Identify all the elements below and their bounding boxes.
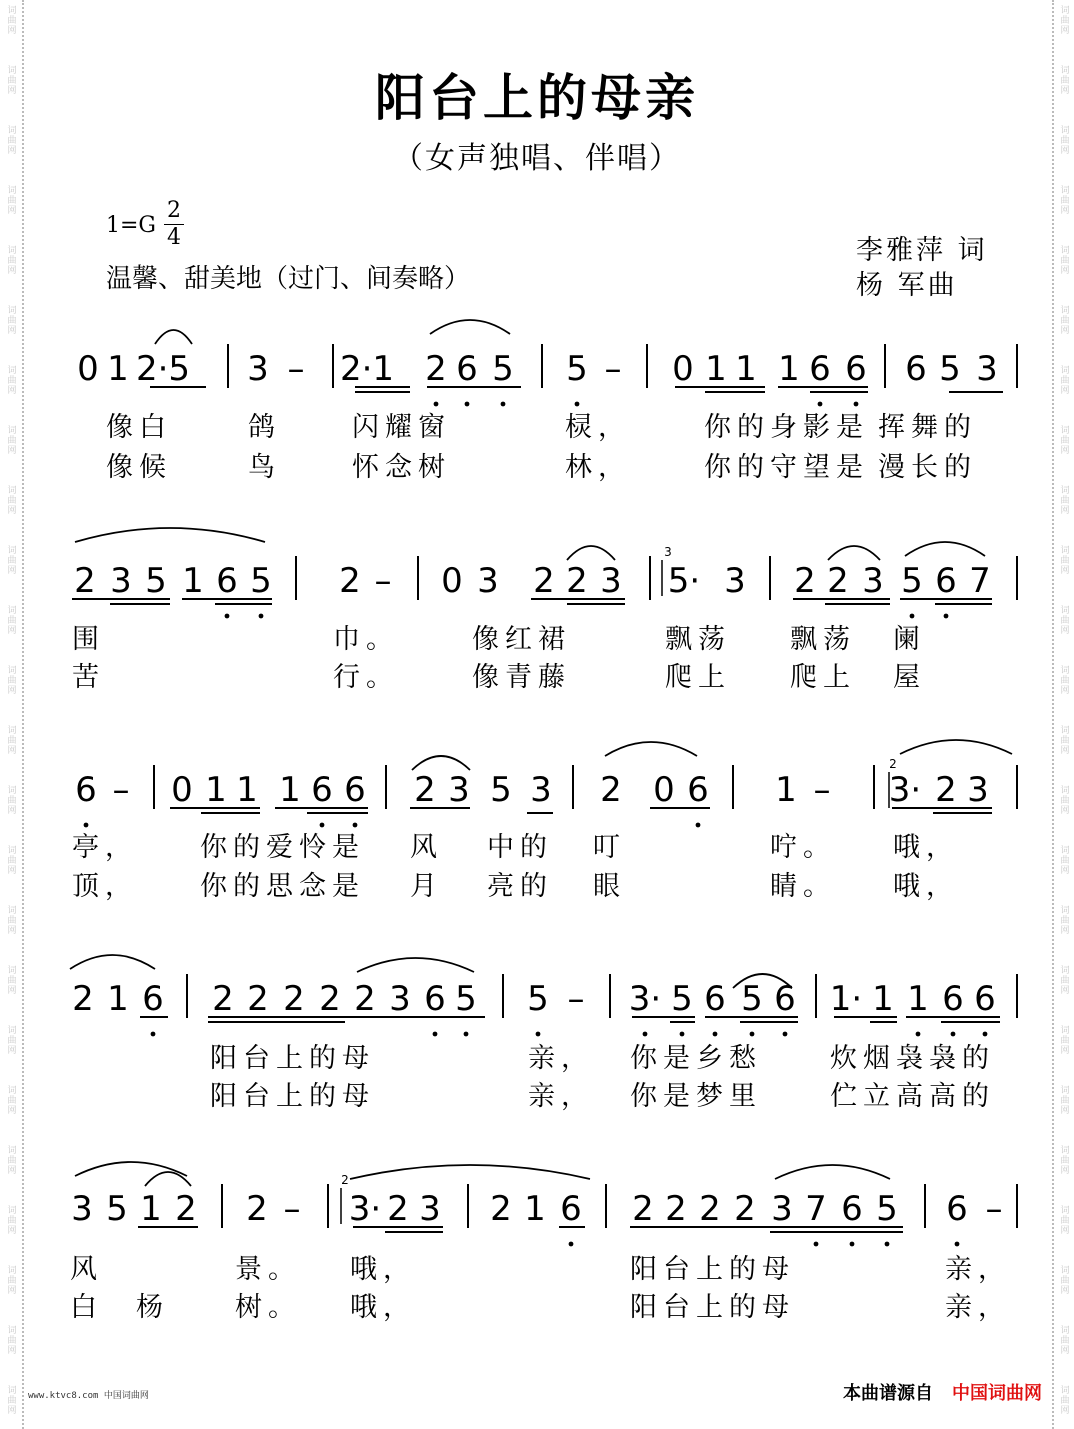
note: 2 — [665, 1189, 687, 1229]
note: 3 — [247, 349, 269, 389]
lyric-verse1-word: 你的爱怜是 — [200, 832, 365, 863]
lyric-verse1-word: 哦， — [893, 832, 959, 863]
note: 1· — [829, 979, 863, 1019]
lyric-verse2-word: 漫长的 — [878, 452, 977, 483]
octave-dot-low — [569, 1242, 574, 1247]
watermark-mark: 词 曲 网 — [7, 186, 17, 216]
watermark-mark: 词 曲 网 — [1060, 1386, 1070, 1416]
lyric-verse2-word: 苦 — [72, 662, 105, 693]
watermark-mark: 词 曲 网 — [7, 306, 17, 336]
watermark-mark: 词 曲 网 — [7, 726, 17, 756]
note: 2 — [319, 979, 341, 1019]
watermark-mark: 词 曲 网 — [1060, 126, 1070, 156]
note: 5· — [667, 561, 701, 601]
note: 1 — [107, 979, 129, 1019]
lyric-verse2-word: 睛。 — [770, 871, 836, 902]
note: 2·5 — [135, 349, 191, 389]
slur — [412, 756, 470, 770]
watermark-mark: 词 曲 网 — [1060, 966, 1070, 996]
octave-dot-low — [955, 1242, 960, 1247]
note: – — [287, 349, 305, 389]
note: 3 — [600, 561, 622, 601]
note: 1 — [140, 1189, 162, 1229]
watermark-mark: 词 曲 网 — [1060, 186, 1070, 216]
note: 6 — [424, 979, 446, 1019]
note: 2 — [74, 561, 96, 601]
note: 5 — [490, 770, 512, 810]
slur — [605, 742, 697, 756]
watermark-mark: 词 曲 网 — [7, 1146, 17, 1176]
note: 2 — [490, 1189, 512, 1229]
note: 3· — [628, 979, 662, 1019]
note: 2 — [414, 770, 436, 810]
lyric-verse1-word: 咛。 — [770, 832, 836, 863]
note: 0 — [672, 349, 694, 389]
note: 6 — [311, 770, 333, 810]
watermark-mark: 词 曲 网 — [1060, 1026, 1070, 1056]
slur — [775, 1165, 890, 1179]
note: 3 — [419, 1189, 441, 1229]
slur — [900, 740, 1012, 754]
lyric-verse2-word: 顶， — [72, 871, 138, 902]
note: 7 — [805, 1189, 827, 1229]
note: 5 — [145, 561, 167, 601]
note: 5 — [876, 1189, 898, 1229]
note: 2 — [283, 979, 305, 1019]
note: 2 — [212, 979, 234, 1019]
note: 5 — [939, 349, 961, 389]
lyric-verse1-word: 你是乡愁 — [630, 1043, 762, 1074]
octave-dot-low — [814, 1242, 819, 1247]
octave-dot-low — [433, 1032, 438, 1037]
tempo-marking: 温馨、甜美地（过门、间奏略） — [106, 264, 471, 294]
note: 1 — [907, 979, 929, 1019]
note: 3 — [110, 561, 132, 601]
lyric-verse1-word: 中的 — [487, 832, 553, 863]
note: 6 — [560, 1189, 582, 1229]
lyric-verse2-word: 阳台上的母 — [630, 1292, 795, 1323]
note: 1 — [705, 349, 727, 389]
lyric-verse1-word: 阳台上的母 — [630, 1254, 795, 1285]
lyric-verse1-word: 炊烟袅袅的 — [830, 1043, 995, 1074]
key-signature: 1=G — [106, 213, 157, 238]
lyric-verse1-word: 巾。 — [333, 624, 399, 655]
lyric-verse2-word: 伫立高高的 — [830, 1081, 995, 1112]
note: 1 — [236, 770, 258, 810]
note: 2 — [246, 1189, 268, 1229]
note: 6 — [905, 349, 927, 389]
note: 5 — [106, 1189, 128, 1229]
note: 3 — [448, 770, 470, 810]
lyric-verse1-word: 围 — [72, 624, 105, 655]
note: – — [813, 770, 831, 810]
watermark-mark: 词 曲 网 — [7, 426, 17, 456]
lyric-verse2-word: 哦， — [893, 871, 959, 902]
note: 2 — [72, 979, 94, 1019]
watermark-mark: 词 曲 网 — [7, 126, 17, 156]
note: 6 — [216, 561, 238, 601]
note: 2 — [699, 1189, 721, 1229]
note: 0 — [77, 349, 99, 389]
note: 6 — [974, 979, 996, 1019]
note: 5 — [671, 979, 693, 1019]
note: 1 — [778, 349, 800, 389]
lyric-verse2-word: 亲， — [945, 1292, 1011, 1323]
note: 6 — [942, 979, 964, 1019]
watermark-mark: 词 曲 网 — [7, 786, 17, 816]
octave-dot-low — [259, 614, 264, 619]
lyric-verse2-word: 杨 — [136, 1292, 169, 1323]
watermark-mark: 词 曲 网 — [7, 1026, 17, 1056]
note: – — [567, 979, 585, 1019]
note: 2 — [794, 561, 816, 601]
lyric-verse1-word: 挥舞的 — [878, 412, 977, 443]
note: 3· — [348, 1189, 382, 1229]
footer-source-label: 本曲谱源自 — [843, 1383, 933, 1404]
lyricist-credit: 李雅萍 词 — [856, 235, 988, 266]
note: 3 — [477, 561, 499, 601]
note: 5 — [741, 979, 763, 1019]
watermark-mark: 词 曲 网 — [1060, 1146, 1070, 1176]
note: 6 — [809, 349, 831, 389]
lyric-verse2-word: 像候 — [106, 452, 172, 483]
lyric-verse2-word: 行。 — [333, 662, 399, 693]
note: 2 — [935, 770, 957, 810]
lyric-verse2-word: 眼 — [593, 871, 626, 902]
note: 2 — [533, 561, 555, 601]
note: – — [604, 349, 622, 389]
lyric-verse2-word: 哦， — [350, 1292, 416, 1323]
grace-note: 2 — [889, 757, 897, 771]
note: 0 — [171, 770, 193, 810]
octave-dot-low — [464, 1032, 469, 1037]
note: 3· — [888, 770, 922, 810]
lyric-verse1-word: 亲， — [528, 1043, 594, 1074]
lyric-verse1-word: 你的身影是 — [704, 412, 869, 443]
grace-note: 2 — [341, 1173, 349, 1187]
watermark-mark: 词 曲 网 — [1060, 366, 1070, 396]
note: 6 — [687, 770, 709, 810]
note: 5 — [527, 979, 549, 1019]
note: 2 — [734, 1189, 756, 1229]
slur — [75, 528, 265, 542]
time-signature-top: 2 — [167, 198, 181, 223]
lyric-verse1-word: 哦， — [350, 1254, 416, 1285]
note: 2 — [354, 979, 376, 1019]
lyric-verse2-word: 白 — [70, 1292, 103, 1323]
octave-dot-low — [850, 1242, 855, 1247]
note: 3 — [967, 770, 989, 810]
note: 1 — [872, 979, 894, 1019]
lyric-verse1-word: 风 — [70, 1254, 103, 1285]
watermark-mark: 词 曲 网 — [1060, 606, 1070, 636]
note: 1 — [775, 770, 797, 810]
note: 6 — [841, 1189, 863, 1229]
slur — [75, 1162, 187, 1176]
octave-dot-low — [465, 402, 470, 407]
watermark-mark: 词 曲 网 — [7, 1206, 17, 1236]
watermark-mark: 词 曲 网 — [1060, 786, 1070, 816]
time-signature-bottom: 4 — [167, 225, 181, 250]
lyric-verse1-word: 亲， — [945, 1254, 1011, 1285]
watermark-mark: 词 曲 网 — [1060, 726, 1070, 756]
watermark-mark: 词 曲 网 — [7, 1266, 17, 1296]
note: 1 — [205, 770, 227, 810]
lyric-verse2-word: 你的思念是 — [200, 871, 365, 902]
watermark-mark: 词 曲 网 — [7, 1086, 17, 1116]
watermark-mark: 词 曲 网 — [1060, 1326, 1070, 1356]
watermark-mark: 词 曲 网 — [7, 66, 17, 96]
lyric-verse1-word: 鸽 — [248, 412, 281, 443]
note: 7 — [969, 561, 991, 601]
note: 6 — [935, 561, 957, 601]
note: 6 — [456, 349, 478, 389]
lyric-verse1-word: 闪耀窗 — [352, 412, 451, 443]
watermark-mark: 词 曲 网 — [7, 966, 17, 996]
triplet-mark: 3 — [664, 545, 672, 559]
note: 1 — [107, 349, 129, 389]
note: 6 — [946, 1189, 968, 1229]
note: 5 — [250, 561, 272, 601]
note: 5 — [566, 349, 588, 389]
song-subtitle: （女声独唱、伴唱） — [393, 141, 681, 176]
note: 3 — [976, 349, 998, 389]
octave-dot-low — [225, 614, 230, 619]
note: 2 — [632, 1189, 654, 1229]
lyric-verse2-word: 像青藤 — [472, 662, 571, 693]
lyric-verse2-word: 阳台上的母 — [210, 1081, 375, 1112]
note: 1 — [735, 349, 757, 389]
lyric-verse1-word: 叮 — [593, 832, 626, 863]
note: – — [374, 561, 392, 601]
slur — [155, 330, 192, 344]
watermark-mark: 词 曲 网 — [1060, 906, 1070, 936]
lyric-verse2-word: 月 — [410, 871, 443, 902]
lyric-verse1-word: 飘荡 — [790, 624, 856, 655]
lyric-verse2-word: 你是梦里 — [630, 1081, 762, 1112]
lyric-verse1-word: 景。 — [235, 1254, 301, 1285]
octave-dot-low — [151, 1032, 156, 1037]
watermark-mark: 词 曲 网 — [1060, 846, 1070, 876]
note: 6 — [344, 770, 366, 810]
slur — [357, 958, 474, 972]
note: 1 — [279, 770, 301, 810]
lyric-verse2-word: 鸟 — [248, 452, 281, 483]
watermark-mark: 词 曲 网 — [1060, 546, 1070, 576]
lyric-verse2-word: 爬上 — [790, 662, 856, 693]
note: 2 — [827, 561, 849, 601]
watermark-mark: 词 曲 网 — [1060, 1086, 1070, 1116]
watermark-mark: 词 曲 网 — [7, 1326, 17, 1356]
note: 1 — [182, 561, 204, 601]
note: – — [283, 1189, 301, 1229]
watermark-mark: 词 曲 网 — [1060, 66, 1070, 96]
watermark-mark: 词 曲 网 — [1060, 306, 1070, 336]
note: 3 — [389, 979, 411, 1019]
lyric-verse2-word: 屋 — [893, 662, 926, 693]
slur — [905, 542, 985, 556]
slur — [70, 955, 155, 969]
note: 3 — [724, 561, 746, 601]
lyric-verse2-word: 爬上 — [665, 662, 731, 693]
note: 2 — [566, 561, 588, 601]
watermark-mark: 词 曲 网 — [7, 366, 17, 396]
note: 6 — [845, 349, 867, 389]
watermark-mark: 词 曲 网 — [7, 666, 17, 696]
slur — [430, 320, 510, 334]
note: 2 — [175, 1189, 197, 1229]
note: 1 — [524, 1189, 546, 1229]
note: 2 — [247, 979, 269, 1019]
watermark-mark: 词 曲 网 — [7, 846, 17, 876]
note: 5 — [901, 561, 923, 601]
composer-credit: 杨 军曲 — [856, 270, 958, 301]
note: 2 — [339, 561, 361, 601]
note: 6 — [774, 979, 796, 1019]
lyric-verse2-word: 林， — [565, 452, 631, 483]
note: – — [112, 770, 130, 810]
note: 3 — [862, 561, 884, 601]
note: 6 — [704, 979, 726, 1019]
lyric-verse1-word: 亭， — [72, 832, 138, 863]
note: 2 — [425, 349, 447, 389]
lyric-verse1-word: 风 — [410, 832, 443, 863]
lyric-verse2-word: 怀念树 — [352, 452, 451, 483]
octave-dot-low — [696, 823, 701, 828]
note: 3 — [530, 770, 552, 810]
note: 2·1 — [339, 349, 395, 389]
watermark-mark: 词 曲 网 — [1060, 1266, 1070, 1296]
note: 5 — [492, 349, 514, 389]
footer-source-site: 中国词曲网 — [952, 1383, 1042, 1404]
lyric-verse1-word: 像红裙 — [472, 624, 571, 655]
note: 6 — [75, 770, 97, 810]
lyric-verse2-word: 你的守望是 — [704, 452, 869, 483]
octave-dot-low — [501, 402, 506, 407]
lyric-verse2-word: 树。 — [235, 1292, 301, 1323]
watermark-mark: 词 曲 网 — [7, 546, 17, 576]
lyric-verse1-word: 阑 — [893, 624, 926, 655]
octave-dot-low — [783, 1032, 788, 1037]
octave-dot-low — [885, 1242, 890, 1247]
slur — [828, 546, 880, 560]
slur — [567, 546, 615, 560]
lyric-verse1-word: 飘荡 — [665, 624, 731, 655]
lyric-verse1-word: 阳台上的母 — [210, 1043, 375, 1074]
note: 2 — [387, 1189, 409, 1229]
lyric-verse2-word: 亲， — [528, 1081, 594, 1112]
watermark-mark: 词 曲 网 — [1060, 246, 1070, 276]
note: 0 — [441, 561, 463, 601]
song-title: 阳台上的母亲 — [375, 68, 699, 127]
note: 2 — [600, 770, 622, 810]
watermark-mark: 词 曲 网 — [7, 6, 17, 36]
lyric-verse1-word: 棂， — [565, 412, 631, 443]
watermark-mark: 词 曲 网 — [1060, 1206, 1070, 1236]
watermark-mark: 词 曲 网 — [1060, 666, 1070, 696]
watermark-mark: 词 曲 网 — [1060, 426, 1070, 456]
lyric-verse1-word: 像白 — [106, 412, 172, 443]
note: 6 — [142, 979, 164, 1019]
watermark-mark: 词 曲 网 — [7, 906, 17, 936]
watermark-mark: 词 曲 网 — [7, 246, 17, 276]
footer-site-url: www.ktvc8.com 中国词曲网 — [28, 1391, 149, 1401]
watermark-mark: 词 曲 网 — [1060, 6, 1070, 36]
watermark-mark: 词 曲 网 — [7, 1386, 17, 1416]
note: – — [985, 1189, 1003, 1229]
octave-dot-low — [944, 614, 949, 619]
note: 5 — [455, 979, 477, 1019]
watermark-mark: 词 曲 网 — [7, 486, 17, 516]
watermark-mark: 词 曲 网 — [7, 606, 17, 636]
slur — [350, 1165, 590, 1179]
watermark-mark: 词 曲 网 — [1060, 486, 1070, 516]
note: 0 — [653, 770, 675, 810]
note: 3 — [771, 1189, 793, 1229]
lyric-verse2-word: 亮的 — [487, 871, 553, 902]
note: 3 — [71, 1189, 93, 1229]
